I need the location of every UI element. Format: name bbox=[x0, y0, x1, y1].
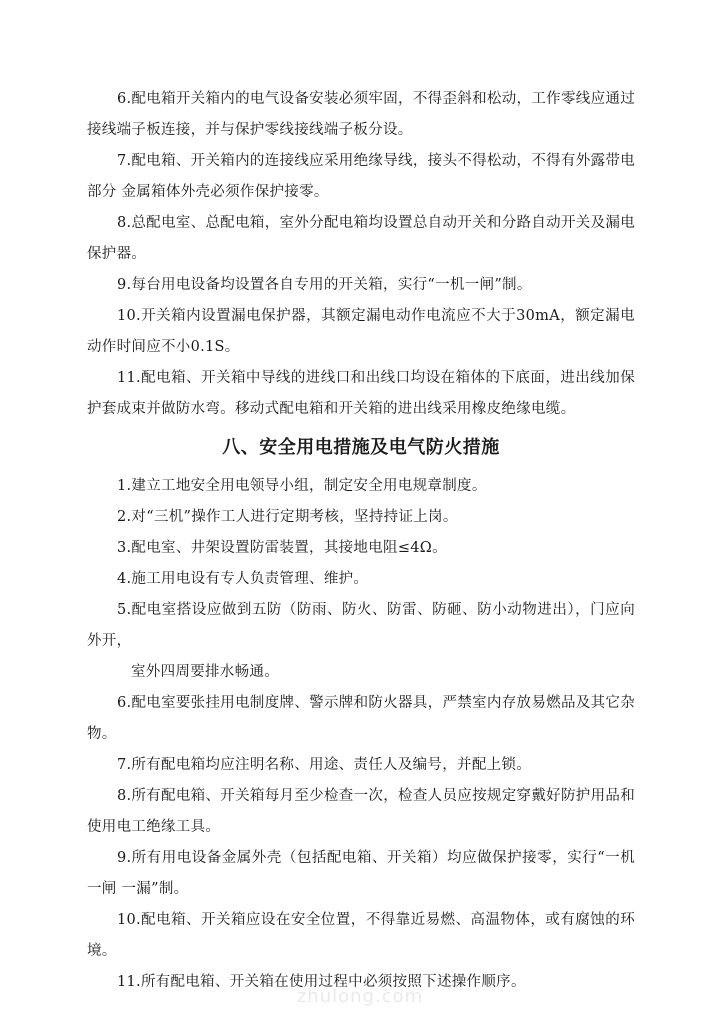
measure-item-3: 3.配电室、井架设置防雷装置，其接地电阻≤4Ω。 bbox=[117, 540, 447, 556]
measure-item-9: 9.所有用电设备金属外壳（包括配电箱、开关箱）均应做保护接零，实行“一机一闸 一漏”制。 bbox=[87, 850, 635, 897]
paragraph-item-6: 6.配电箱开关箱内的电气设备安装必须牢固，不得歪斜和松动，工作零线应通过接线端子板连接，并与保护零线接线端子板分设。 bbox=[87, 91, 635, 138]
measure-item-7: 7.所有配电箱均应注明名称、用途、责任人及编号，并配上锁。 bbox=[117, 757, 532, 773]
measure-item-10: 10.配电箱、开关箱应设在安全位置，不得靠近易燃、高温物体，或有腐蚀的环境。 bbox=[87, 912, 635, 959]
paragraph-item-11: 11.配电箱、开关箱中导线的进线口和出线口均设在箱体的下底面，进出线加保护套成束并做防水弯。移动式配电箱和开关箱的进出线采用橡皮绝缘电缆。 bbox=[87, 370, 635, 417]
measure-item-5: 5.配电室搭设应做到五防（防雨、防火、防雷、防砸、防小动物进出），门应向外开， bbox=[87, 602, 635, 649]
section-heading: 八、安全用电措施及电气防火措施 bbox=[222, 437, 500, 458]
paragraph-item-7: 7.配电箱、开关箱内的连接线应采用绝缘导线，接头不得松动，不得有外露带电部分 金属箱体外壳必须作保护接零。 bbox=[87, 153, 635, 200]
document-body bbox=[87, 84, 635, 998]
measure-item-4: 4.施工用电设有专人负责管理、维护。 bbox=[117, 571, 369, 587]
paragraph-item-8: 8.总配电室、总配电箱，室外分配电箱均设置总自动开关和分路自动开关及漏电保护器。 bbox=[87, 215, 635, 262]
paragraph-item-9: 9.每台用电设备均设置各自专用的开关箱，实行“一机一闸”制。 bbox=[117, 277, 532, 293]
paragraph-item-10: 10.开关箱内设置漏电保护器，其额定漏电动作电流应不大于30mA，额定漏电动作时间应不小0.1S。 bbox=[87, 308, 635, 355]
measure-item-11: 11.所有配电箱、开关箱在使用过程中必须按照下述操作顺序。 bbox=[117, 974, 526, 990]
measure-item-8: 8.所有配电箱、开关箱每月至少检查一次，检查人员应按规定穿戴好防护用品和使用电工绝缘工具。 bbox=[87, 788, 635, 835]
measure-item-5-continuation: 室外四周要排水畅通。 bbox=[131, 664, 279, 680]
measure-item-2: 2.对“三机”操作工人进行定期考核，坚持持证上岗。 bbox=[117, 509, 458, 525]
measure-item-6: 6.配电室要张挂用电制度牌、警示牌和防火器具，严禁室内存放易燃品及其它杂物。 bbox=[87, 695, 635, 742]
measure-item-1: 1.建立工地安全用电领导小组，制定安全用电规章制度。 bbox=[117, 478, 487, 494]
watermark: zhulong.com bbox=[296, 986, 424, 1007]
